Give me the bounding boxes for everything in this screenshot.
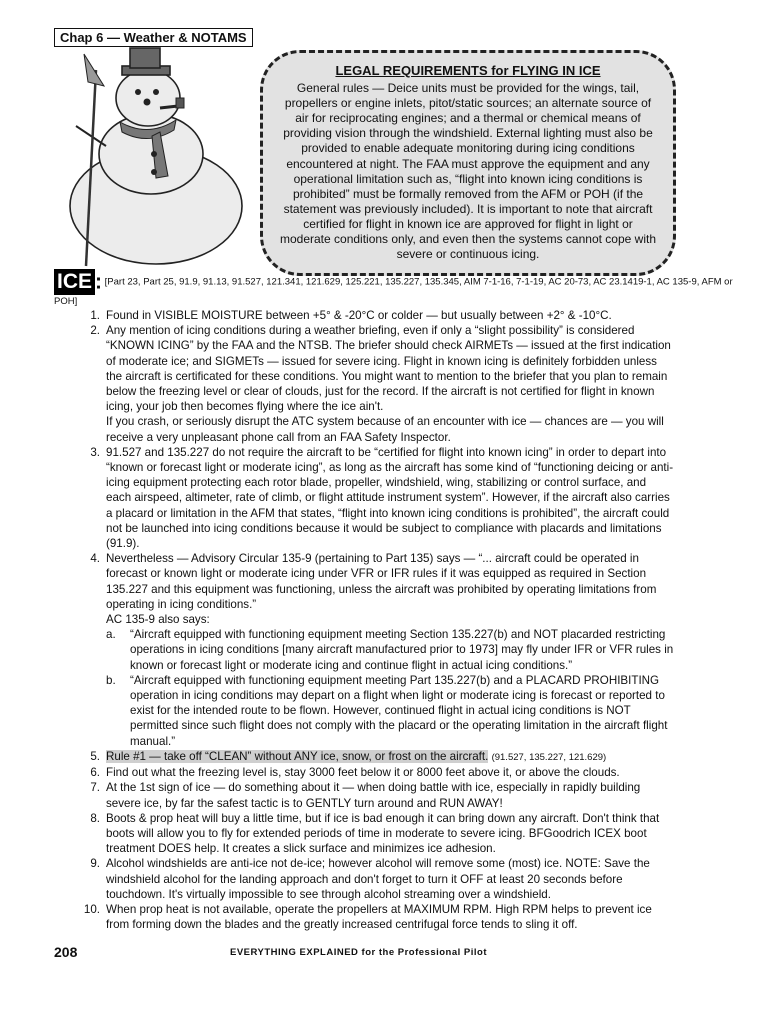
list-item — [74, 765, 674, 780]
legal-requirements-box — [260, 50, 676, 276]
sub-item-text: “Aircraft equipped with functioning equipment meeting Part 135.227(b) and a PLACARD PROHIBITING operation in icing conditions may depart on a flight when light or moderate icing is forecast or reported to exist for the intended route to be flown. However, continued flight in actual icing conditions is NOT permitted since such flight does not comply with the placard or the operating limitation in the aircraft flight manual.” — [130, 673, 668, 748]
item-number: 9. — [90, 857, 100, 871]
legal-requirements-title: LEGAL REQUIREMENTS for FLYING IN ICE — [335, 63, 601, 78]
item-number: 8. — [90, 811, 100, 825]
item-text: Any mention of icing conditions during a weather briefing, even if only a “slight possibility” is considered “KNOWN ICING” by the FAA and the NTSB. The briefer should check AIRMETs — issued at the first indication of moderate ice; and SIGMETs — issued for severe icing. Flight in known icing is definitely forbidden unless the aircraft is certificated for these conditions. You might want to mention to the briefer that you plan to remain below the freezing level or clear of clouds, just for the record. If the aircraft is not certified for flight in known icing, your job then becomes flying where the ice ain't. — [106, 324, 671, 414]
list-item — [74, 780, 674, 810]
item-extra-text: AC 135-9 also says: — [106, 613, 210, 627]
item-number: 1. — [90, 309, 100, 322]
list-item — [74, 811, 674, 857]
item-number: 10. — [83, 902, 100, 916]
item-text: Nevertheless — Advisory Circular 135-9 (pertaining to Part 135) says — “... aircraft could be operated in forecast or known light or moderate icing under VFR or IFR rules if it was equipped as required in Section 135.227 and this equipment was functioning, unless the aircraft was prohibited by operating limitations from operating in icing conditions.” — [106, 552, 657, 611]
list-item — [74, 308, 674, 323]
item-number: 2. — [90, 324, 100, 338]
item-text: When prop heat is not available, operate the propellers at MAXIMUM RPM. High RPM helps to prevent ice from forming down the blades and the greatly increased centrifugal force tends to sling it off. — [106, 902, 652, 932]
sub-item — [106, 627, 674, 673]
list-item — [74, 902, 674, 932]
ice-heading-row — [54, 269, 734, 308]
item-number: 4. — [90, 552, 100, 566]
item-refs: (91.527, 135.227, 121.629) — [491, 751, 607, 763]
page-number: 208 — [54, 944, 78, 960]
item-number: 6. — [90, 766, 100, 780]
list-item — [74, 856, 674, 902]
chapter-heading: Chap 6 — Weather & NOTAMS — [54, 28, 253, 47]
sub-item-label: a. — [106, 628, 116, 642]
item-text: Boots & prop heat will buy a little time, but if ice is bad enough it can bring down any aircraft. Don't think that boots will allow you to fly for extended periods of time in moderate to severe icing. BFGoodrich ICEX boot treatment DOES help. It creates a slick surface and minimizes ice adhesion. — [106, 811, 660, 856]
item-text: Find out what the freezing level is, stay 3000 feet below it or 8000 feet above it, or above the clouds. — [106, 766, 620, 780]
ice-references: [Part 23, Part 25, 91.9, 91.13, 91.527, 121.341, 121.629, 125.221, 135.227, 135.345, AIM 7-1-16, 7-1-19, AC 20-73, AC 23.1419-1, AC 135-9, AFM or POH] — [54, 276, 733, 307]
list-item — [74, 749, 674, 765]
ice-heading: ICE — [54, 269, 95, 295]
sub-item — [106, 673, 674, 749]
item-number: 7. — [90, 781, 100, 795]
book-title: EVERYTHING EXPLAINED for the Professional Pilot — [230, 947, 487, 958]
list-item — [74, 323, 674, 445]
item-extra-text: If you crash, or seriously disrupt the ATC system because of an encounter with ice — chances are — you will receive a very unpleasant phone call from an FAA Safety Inspector. — [106, 415, 664, 444]
sub-item-label: b. — [106, 673, 116, 687]
list-item — [74, 445, 674, 551]
item-number: 3. — [90, 445, 100, 459]
item-text: Found in VISIBLE MOISTURE between +5° & -20°C or colder — but usually between +2° & -10°C. — [106, 309, 612, 322]
page-footer — [54, 944, 684, 962]
item-text: Alcohol windshields are anti-ice not de-ice; however alcohol will remove some (most) ice. NOTE: Save the windshield alcohol for the landing approach and don't forget to turn it OFF at least 20 seconds before touchdown. It's virtually impossible to see through alcohol streaming over a windshield. — [106, 857, 650, 901]
list-item — [74, 551, 674, 749]
snowman-illustration — [56, 46, 268, 268]
legal-requirements-body: General rules — Deice units must be provided for the wings, tail, propellers or engine inlets, pitot/static sources; an alternate source of air for reciprocating engines; and a thermal or chemical means of providing vision through the windshield. External lighting must also be provided to enable adequate monitoring during icing conditions encountered at night. The FAA must approve the equipment and any operational limitation such as, “flight into known icing conditions is prohibited” must be formally removed from the AFM or POH (if the statement was previously included). It is important to note that aircraft certified for flight in known ice are approved for flight in light or moderate conditions only, and even then the systems cannot cope with severe or continuous icing. — [279, 81, 656, 262]
item-text: At the 1st sign of ice — do something about it — when doing battle with ice, especially in rapidly building severe ice, by far the safest tactic is to GENTLY turn around and RUN AWAY! — [106, 781, 641, 810]
ice-heading-colon: : — [95, 270, 103, 294]
sub-item-text: “Aircraft equipped with functioning equipment meeting Section 135.227(b) and NOT placarded restricting operations in icing conditions [many aircraft manufactured prior to 1973] may fly under IFR or VFR rules in known or forecast light or moderate icing and continue flight in actual icing conditions.” — [130, 628, 674, 672]
item-text: Rule #1 — take off “CLEAN” without ANY ice, snow, or frost on the aircraft. — [106, 749, 489, 763]
ice-rules-list — [74, 308, 674, 932]
item-number: 5. — [90, 749, 100, 763]
item-text: 91.527 and 135.227 do not require the aircraft to be “certified for flight into known icing” in order to depart into “known or forecast light or moderate icing”, as long as the aircraft has some kind of “functioning deicing or anti-icing equipment protecting each rotor blade, propeller, windshield, wing, stabilizing or control surface, and each airspeed, altimeter, rate of climb, or flight attitude instrument system”. However, if the aircraft also carries a placard or limitation in the AFM that states, “flight into known icing conditions is prohibited”, the aircraft could not be launched into icing conditions because it would be subject to compliance with placards and limitations (91.9). — [106, 445, 674, 551]
